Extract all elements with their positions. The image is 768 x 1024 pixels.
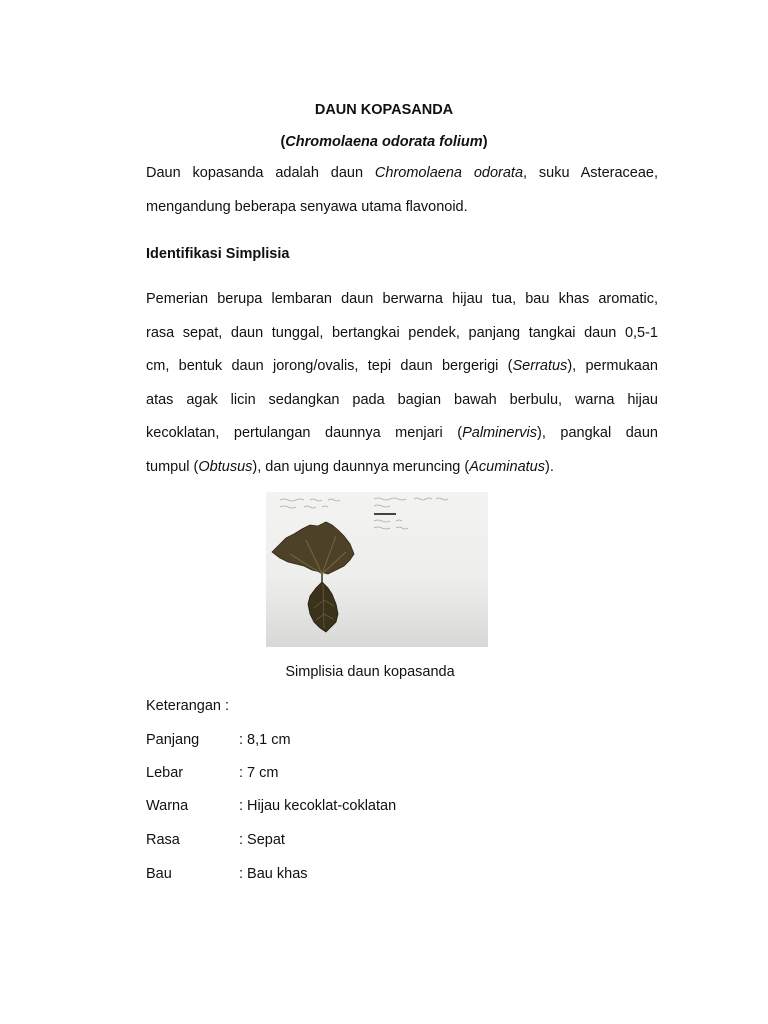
description-line-4: atas agak licin sedangkan pada bagian bawah berbulu, warna hijau — [146, 391, 658, 408]
description-text: cm, bentuk daun jorong/ovalis, tepi daun bergerigi ( — [146, 358, 513, 374]
description-line-5 — [146, 417, 658, 451]
property-value: : Hijau kecoklat-coklatan — [239, 798, 397, 814]
description-term: Obtusus — [198, 458, 253, 475]
intro-text: Daun kopasanda adalah daun — [146, 165, 375, 181]
intro-line-2: mengandung beberapa senyawa utama flavonoid. — [146, 198, 468, 215]
property-key: Warna — [146, 798, 189, 814]
description-line-1: Pemerian berupa lembaran daun berwarna hijau tua, bau khas aromatic, — [146, 291, 658, 307]
intro-line-1 — [146, 157, 658, 191]
upper-leaf — [272, 522, 354, 574]
description-text: tumpul ( — [146, 458, 199, 475]
description-term: Acuminatus — [469, 458, 545, 475]
property-key: Panjang — [146, 732, 200, 748]
description-text: ), pangkal daun — [537, 425, 658, 441]
description-text: ). — [545, 458, 554, 475]
description-text: ), dan ujung daunnya meruncing ( — [252, 458, 470, 475]
property-value: : Sepat — [239, 832, 285, 848]
description-paragraph — [146, 283, 658, 484]
intro-text: , suku Asteraceae, — [523, 165, 658, 181]
description-text: ), permukaan — [567, 358, 659, 374]
intro-species-name: Chromolaena odorata — [374, 165, 524, 181]
description-term: Serratus — [512, 358, 568, 374]
property-key: Rasa — [146, 832, 180, 848]
property-value: : Bau khas — [239, 866, 308, 882]
leaf-specimen-illustration — [266, 492, 488, 647]
description-line-3 — [146, 350, 658, 384]
description-term: Palminervis — [462, 425, 538, 441]
property-value: : 8,1 cm — [239, 732, 291, 748]
description-line-6 — [146, 451, 658, 485]
handwritten-notes — [280, 498, 448, 529]
property-key: Lebar — [146, 765, 184, 781]
leaf-specimen-photo — [266, 492, 488, 647]
latin-name-subtitle — [0, 134, 768, 150]
subtitle-open-paren: ( — [280, 134, 286, 150]
description-text: kecoklatan, pertulangan daunnya menjari ( — [146, 425, 463, 441]
subtitle-latin-name: Chromolaena odorata folium — [285, 134, 483, 150]
section-heading: Identifikasi Simplisia — [146, 246, 290, 262]
property-value: : 7 cm — [239, 765, 279, 781]
document-title: DAUN KOPASANDA — [314, 102, 454, 118]
intro-paragraph — [146, 157, 658, 224]
subtitle-close-paren: ) — [482, 134, 488, 150]
keterangan-label: Keterangan : — [146, 698, 230, 714]
figure-caption: Simplisia daun kopasanda — [285, 664, 455, 680]
description-line-2: rasa sepat, daun tunggal, bertangkai pendek, panjang tangkai daun 0,5-1 — [146, 324, 658, 341]
property-key: Bau — [146, 866, 172, 882]
